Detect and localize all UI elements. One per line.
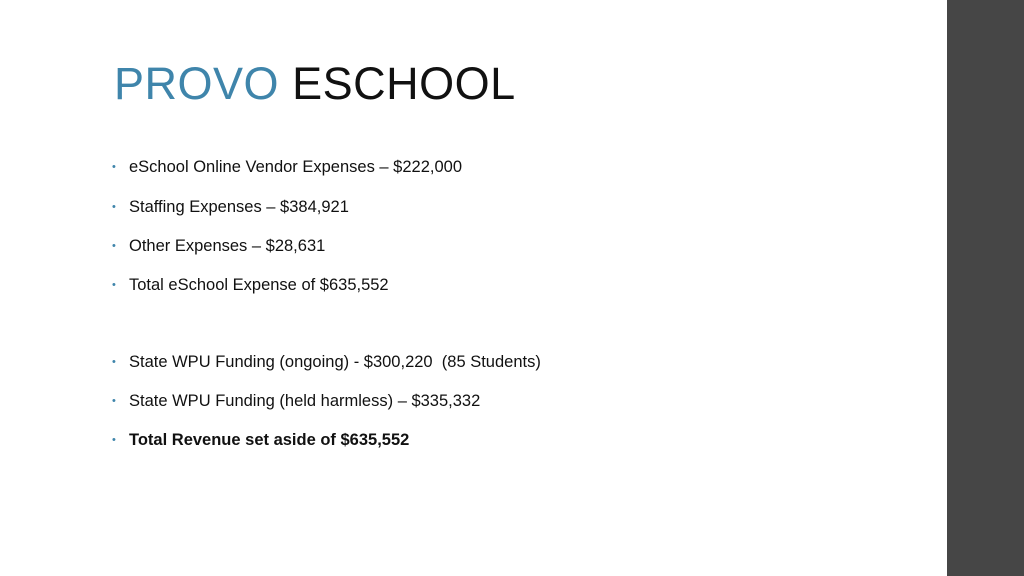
bullet-item-total-revenue	[112, 429, 409, 451]
bullet-text: Total Revenue set aside of $635,552	[129, 431, 410, 449]
bullet-item-other-expenses	[112, 235, 325, 257]
decorative-side-bar	[947, 0, 1024, 576]
bullet-icon: •	[112, 395, 116, 407]
bullet-text: Total eSchool Expense of $635,552	[129, 276, 389, 294]
bullet-text: eSchool Online Vendor Expenses – $222,000	[129, 158, 462, 176]
bullet-icon: •	[112, 434, 116, 446]
bullet-icon: •	[112, 356, 116, 368]
bullet-item-staffing-expenses	[112, 196, 349, 218]
bullet-icon: •	[112, 279, 116, 291]
bullet-text: Other Expenses – $28,631	[129, 237, 326, 255]
bullet-text: State WPU Funding (held harmless) – $335,332	[129, 392, 481, 410]
bullet-icon: •	[112, 201, 116, 213]
bullet-icon: •	[112, 240, 116, 252]
bullet-text: Staffing Expenses – $384,921	[129, 198, 349, 216]
bullet-text: State WPU Funding (ongoing) - $300,220 (85 Students)	[129, 353, 541, 371]
slide-title	[114, 58, 516, 110]
title-main-word: ESCHOOL	[292, 58, 516, 109]
bullet-item-wpu-held-harmless	[112, 390, 480, 412]
bullet-item-total-expense	[112, 274, 389, 296]
bullet-icon: •	[112, 161, 116, 173]
bullet-item-wpu-ongoing	[112, 351, 541, 373]
title-accent-word: PROVO	[114, 58, 280, 109]
bullet-item-vendor-expenses	[112, 156, 462, 178]
